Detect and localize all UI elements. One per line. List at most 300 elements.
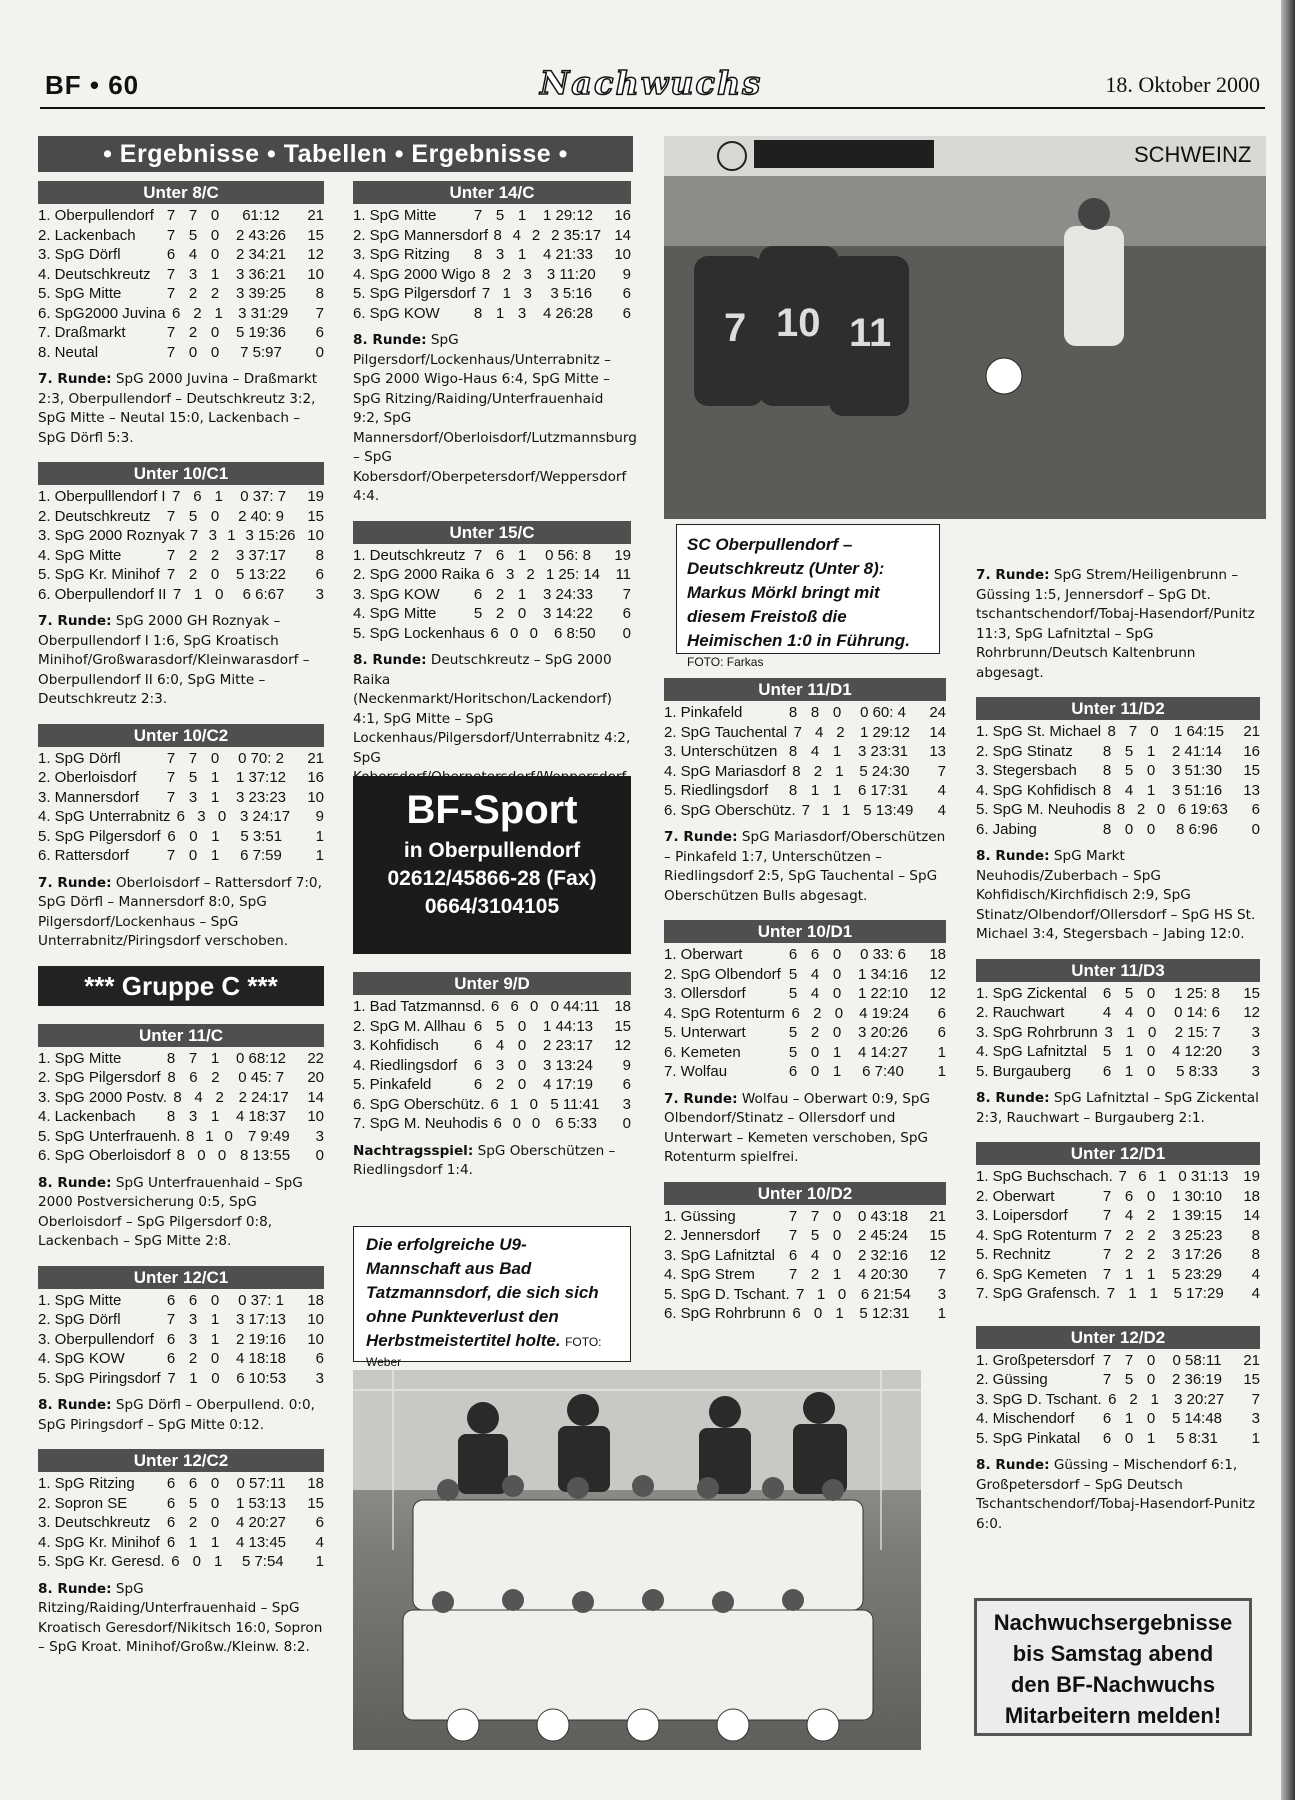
table-body xyxy=(38,485,324,604)
stat-cell: 0 xyxy=(512,1115,521,1132)
group-heading: *** Gruppe C *** xyxy=(38,966,324,1006)
column-3 xyxy=(664,678,946,1330)
stat-cell: 8 xyxy=(810,704,820,721)
stat-cell: 1 xyxy=(832,1063,842,1080)
table-row xyxy=(353,1075,631,1095)
stat-cell: 0 xyxy=(810,1043,820,1061)
submit-results-callout xyxy=(974,1598,1252,1736)
stat-cell: 18 xyxy=(307,1475,324,1492)
team-name: 4. SpG Strem xyxy=(664,1266,755,1283)
match-photo xyxy=(664,136,1266,519)
note-u12d2: 8. Runde: Güssing – Mischendorf 6:1, Großpetersdorf – SpG Deutsch Tschantschendorf/Tobaj-Hasendorf-Punitz 6:0. xyxy=(976,1457,1256,1532)
stat-cell: 1 xyxy=(1150,1390,1159,1408)
team-name: 2. Oberloisdorf xyxy=(38,769,137,786)
team-name: 2. Sopron SE xyxy=(38,1494,128,1512)
stat-cell: 1 xyxy=(502,285,511,302)
table-row xyxy=(353,1017,631,1037)
stat-cell: 1 34:16 xyxy=(857,965,909,983)
note-u11d3: 8. Runde: SpG Lafnitztal – SpG Zickental 2:3, Rauchwart – Burgauberg 2:1. xyxy=(976,1090,1259,1126)
stat-cell: 1 xyxy=(1146,781,1156,799)
stat-cell: 8 xyxy=(1102,781,1112,799)
stat-cell: 1 xyxy=(1124,1410,1134,1427)
table-row xyxy=(353,1036,631,1056)
stat-cell: 3 xyxy=(517,304,527,322)
stat-cell: 2 xyxy=(188,566,198,583)
team-name: 4. SpG Rotenturm xyxy=(976,1226,1097,1244)
stat-cell: 0 xyxy=(211,1369,220,1387)
table-row xyxy=(976,1284,1260,1304)
stat-cell: 1 29:12 xyxy=(859,723,911,741)
stat-cell: 5 xyxy=(188,226,198,244)
stat-cell: 7 xyxy=(172,488,181,505)
stat-cell: 1 22:10 xyxy=(857,985,909,1002)
table-row xyxy=(976,1042,1260,1062)
stat-cell: 0 xyxy=(189,827,198,845)
stat-cell: 7 xyxy=(166,788,176,806)
stat-cell: 5 xyxy=(188,507,198,525)
stat-cell: 3 24:33 xyxy=(542,585,594,603)
stat-cell: 8 6:96 xyxy=(1176,820,1218,838)
table-row xyxy=(664,1043,946,1063)
stat-cell: 1 xyxy=(835,762,844,780)
stat-cell: 1 37:12 xyxy=(235,769,287,786)
stat-cell: 0 xyxy=(1150,723,1159,740)
table-u11d2 xyxy=(976,697,1260,839)
team-name: 4. SpG 2000 Wigo xyxy=(353,265,476,283)
table-u15c xyxy=(353,521,631,644)
stat-cell: 6 xyxy=(473,585,483,603)
stat-cell: 3 xyxy=(315,1127,324,1145)
stat-cell: 7 xyxy=(1102,1371,1112,1388)
stat-cell: 0 xyxy=(217,1147,227,1164)
stat-cell: 21 xyxy=(1243,723,1261,740)
stat-cell: 19 xyxy=(1243,1168,1260,1185)
stat-cell: 6 xyxy=(788,1246,798,1264)
stat-cell: 8 xyxy=(788,704,798,721)
team-name: 3. Unterschützen xyxy=(664,743,778,760)
table-row xyxy=(664,1207,946,1227)
team-name: 2. SpG Stinatz xyxy=(976,742,1073,760)
stat-cell: 2 xyxy=(188,546,198,564)
team-name: 7. SpG M. Neuhodis xyxy=(353,1115,489,1132)
note-u12c1: 8. Runde: SpG Dörfl – Oberpullend. 0:0, SpG Piringsdorf – SpG Mitte 0:12. xyxy=(38,1397,315,1433)
stat-cell: 2 xyxy=(210,285,220,302)
team-name: 5. SpG Pilgersdorf xyxy=(353,285,476,302)
stat-cell: 6 xyxy=(788,1063,798,1080)
stat-cell: 2 36:19 xyxy=(1171,1371,1223,1388)
table-u10c2 xyxy=(38,724,324,866)
stat-cell: 12 xyxy=(929,985,946,1002)
table-row xyxy=(664,1285,946,1305)
team-name: 6. Kemeten xyxy=(664,1043,741,1061)
stat-cell: 0 xyxy=(1124,820,1134,838)
stat-cell: 0 14: 6 xyxy=(1174,1004,1220,1021)
stat-cell: 2 43:26 xyxy=(235,226,287,244)
stat-cell: 0 xyxy=(215,585,224,603)
team-name: 1. SpG Mitte xyxy=(353,207,437,224)
team-name: 6. Oberpullendorf II xyxy=(38,585,167,603)
stat-cell: 6 xyxy=(315,566,324,583)
team-name: 1. Oberpullendorf xyxy=(38,207,154,224)
team-name: 7. Wolfau xyxy=(664,1063,728,1080)
stat-cell: 1 xyxy=(210,1108,220,1125)
stat-cell: 4 xyxy=(937,801,946,819)
team-name: 7. SpG Grafensch. xyxy=(976,1285,1101,1302)
stat-cell: 1 xyxy=(1126,1023,1135,1041)
table-row xyxy=(976,1245,1260,1265)
stat-cell: 16 xyxy=(307,769,324,786)
table-row xyxy=(976,781,1260,801)
stat-cell: 6 xyxy=(315,1514,324,1531)
stat-cell: 15 xyxy=(614,1017,631,1035)
stat-cell: 7 xyxy=(788,1227,798,1244)
stat-cell: 3 24:17 xyxy=(240,808,291,825)
stat-cell: 7 xyxy=(166,566,176,583)
stat-cell: 15 xyxy=(929,1227,946,1244)
table-u14c xyxy=(353,181,631,323)
team-name: 2. SpG M. Allhau xyxy=(353,1017,466,1035)
team-name: 1. Oberwart xyxy=(664,946,743,963)
table-row xyxy=(38,1552,324,1572)
table-row xyxy=(353,604,631,624)
stat-cell: 7 xyxy=(1124,1351,1134,1369)
stat-cell: 7 xyxy=(937,1266,946,1283)
stat-cell: 1 xyxy=(210,1049,220,1067)
ad-fax: 02612/45866-28 (Fax) xyxy=(387,867,597,890)
stat-cell: 3 xyxy=(188,1330,198,1348)
table-row xyxy=(38,1068,324,1088)
stat-cell: 7 xyxy=(801,801,810,819)
stat-cell: 2 45:24 xyxy=(857,1227,909,1244)
stat-cell: 1 64:15 xyxy=(1173,723,1224,740)
stat-cell: 4 19:24 xyxy=(859,1004,910,1022)
stat-cell: 8 xyxy=(1102,820,1112,838)
stat-cell: 7 xyxy=(1102,1265,1112,1283)
stat-cell: 14 xyxy=(614,226,631,244)
stat-cell: 1 xyxy=(937,1305,947,1322)
stat-cell: 6 17:31 xyxy=(857,782,909,799)
team-name: 3. Loipersdorf xyxy=(976,1207,1068,1224)
team-name: 5. SpG Kr. Minihof xyxy=(38,566,160,583)
table-row xyxy=(353,565,631,585)
stat-cell: 2 xyxy=(813,762,823,780)
table-row xyxy=(38,1533,324,1553)
table-u8c xyxy=(38,181,324,362)
stat-cell: 6 xyxy=(166,1494,176,1512)
stat-cell: 3 31:29 xyxy=(238,304,289,322)
stat-cell: 6 xyxy=(788,946,798,963)
stat-cell: 1 xyxy=(810,782,820,799)
stat-cell: 2 24:17 xyxy=(238,1088,289,1106)
table-u11d3 xyxy=(976,959,1260,1082)
team-name: 4. SpG Kohfidisch xyxy=(976,781,1097,799)
stat-cell: 1 30:10 xyxy=(1171,1187,1223,1205)
stat-cell: 7 5:97 xyxy=(240,343,282,361)
stat-cell: 16 xyxy=(1243,742,1260,760)
stat-cell: 10 xyxy=(307,1311,324,1328)
table-row xyxy=(976,1226,1260,1246)
sign-text: SCHWEINZ xyxy=(1134,142,1252,167)
header-rule xyxy=(40,107,1265,109)
table-title: Unter 11/D3 xyxy=(976,959,1260,982)
stat-cell: 3 xyxy=(1251,1410,1260,1427)
table-title: Unter 11/C xyxy=(38,1024,324,1047)
stat-cell: 1 xyxy=(1251,1429,1260,1447)
team-name: 1. Oberpulllendorf I xyxy=(38,488,166,505)
stat-cell: 6 xyxy=(176,808,186,825)
stat-cell: 5 xyxy=(1124,762,1134,779)
stat-cell: 6 10:53 xyxy=(236,1369,287,1387)
table-row xyxy=(664,801,946,821)
stat-cell: 1 xyxy=(1149,1285,1158,1302)
stat-cell: 6 xyxy=(493,1115,502,1132)
stat-cell: 18 xyxy=(307,1291,324,1309)
stat-cell: 1 xyxy=(517,246,527,263)
table-row xyxy=(38,487,324,507)
note-u10c1: 7. Runde: SpG 2000 GH Roznyak – Oberpullendorf I 1:6, SpG Kroatisch Minihof/Großwarasdorf/Kleinwarasdorf – Oberpullendorf II 6:0, SpG Mitte – Deutschkreutz 2:3. xyxy=(38,613,310,707)
table-row xyxy=(353,304,631,324)
stat-cell: 0 xyxy=(832,1246,842,1264)
table-u12d2 xyxy=(976,1326,1260,1449)
stat-cell: 0 xyxy=(1146,984,1156,1002)
stat-cell: 0 70: 2 xyxy=(238,749,284,767)
stat-cell: 1 xyxy=(214,304,223,322)
stat-cell: 4 xyxy=(1124,1207,1134,1224)
stat-cell: 6 xyxy=(166,1533,176,1551)
stat-cell: 1 xyxy=(210,847,220,864)
stat-cell: 3 xyxy=(208,527,217,544)
table-title: Unter 10/C2 xyxy=(38,724,324,747)
table-row xyxy=(976,1062,1260,1082)
team-name: 4. SpG Kr. Minihof xyxy=(38,1533,160,1551)
stat-cell: 18 xyxy=(929,946,946,963)
stat-cell: 7 xyxy=(166,769,176,786)
stat-cell: 1 xyxy=(937,1043,946,1061)
stat-cell: 8 xyxy=(788,743,798,760)
team-name: 1. SpG Zickental xyxy=(976,984,1087,1002)
stat-cell: 0 xyxy=(529,1095,538,1113)
stat-cell: 7 xyxy=(937,762,946,780)
stat-cell: 2 35:17 xyxy=(551,226,602,244)
results-banner: • Ergebnisse • Tabellen • Ergebnisse • xyxy=(38,136,633,172)
team-name: 2. Oberwart xyxy=(976,1187,1055,1205)
table-row xyxy=(664,1265,946,1285)
table-row xyxy=(664,742,946,762)
stat-cell: 2 xyxy=(531,226,541,244)
stat-cell: 0 xyxy=(210,1350,220,1367)
stat-cell: 0 xyxy=(1146,1410,1156,1427)
table-row xyxy=(38,846,324,866)
stat-cell: 1 xyxy=(189,1369,198,1387)
stat-cell: 1 44:13 xyxy=(542,1017,594,1035)
stat-cell: 0 56: 8 xyxy=(545,546,591,564)
stat-cell: 2 xyxy=(188,1514,198,1531)
stat-cell: 0 xyxy=(210,566,220,583)
stat-cell: 0 xyxy=(622,1115,631,1132)
stat-cell: 3 xyxy=(315,1369,324,1387)
table-title: Unter 9/D xyxy=(353,972,631,995)
stat-cell: 6 xyxy=(1124,1187,1134,1205)
stat-cell: 0 xyxy=(832,946,842,963)
table-row xyxy=(664,703,946,723)
team-name: 4. SpG Rotenturm xyxy=(664,1004,785,1022)
stat-cell: 1 xyxy=(835,1305,844,1322)
stat-cell: 10 xyxy=(307,1330,324,1348)
table-title: Unter 11/D1 xyxy=(664,678,946,701)
stat-cell: 7 xyxy=(1102,1207,1112,1224)
stat-cell: 3 xyxy=(1251,1043,1260,1060)
stat-cell: 2 xyxy=(188,1350,198,1367)
stat-cell: 8 xyxy=(315,285,324,302)
table-row xyxy=(976,722,1260,742)
stat-cell: 1 xyxy=(517,546,527,564)
stat-cell: 5 xyxy=(788,1043,798,1061)
table-body xyxy=(976,720,1260,839)
ad-title: BF-Sport xyxy=(406,788,578,832)
stat-cell: 2 xyxy=(1136,801,1146,818)
table-u12d1 xyxy=(976,1142,1260,1304)
team-name: 5. SpG Lockenhaus xyxy=(353,624,485,642)
table-title: Unter 10/D2 xyxy=(664,1182,946,1205)
stat-cell: 3 xyxy=(1251,1062,1260,1080)
stat-cell: 5 11:41 xyxy=(550,1095,600,1113)
table-row xyxy=(38,749,324,769)
stat-cell: 7 xyxy=(166,285,176,302)
stat-cell: 1 xyxy=(1124,1043,1134,1060)
column-2-lower xyxy=(353,972,631,1195)
stat-cell: 3 51:16 xyxy=(1171,781,1223,799)
stat-cell: 3 20:26 xyxy=(857,1024,909,1041)
table-body xyxy=(38,1472,324,1572)
stat-cell: 0 xyxy=(224,1127,233,1145)
table-row xyxy=(38,507,324,527)
stat-cell: 0 68:12 xyxy=(235,1049,287,1067)
stat-cell: 2 xyxy=(836,723,845,741)
stat-cell: 3 xyxy=(188,1108,198,1125)
stat-cell: 0 43:18 xyxy=(857,1207,909,1225)
stat-cell: 6 6:67 xyxy=(242,585,285,603)
table-row xyxy=(38,585,324,605)
stat-cell: 5 xyxy=(495,1017,505,1035)
team-name: 4. SpG Mitte xyxy=(353,605,437,622)
stat-cell: 4 18:18 xyxy=(235,1350,287,1367)
stat-cell: 7 xyxy=(166,324,176,341)
stat-cell: 3 23:23 xyxy=(235,788,287,806)
stat-cell: 7 xyxy=(473,207,483,224)
stat-cell: 0 xyxy=(210,226,220,244)
team-name: 5. Pinkafeld xyxy=(353,1076,432,1093)
stat-cell: 7 xyxy=(1118,1168,1127,1185)
stat-cell: 4 xyxy=(810,985,820,1002)
stat-cell: 9 xyxy=(622,265,631,283)
table-row xyxy=(38,1369,324,1389)
table-row xyxy=(353,585,631,605)
stat-cell: 0 xyxy=(1146,1371,1156,1388)
stat-cell: 0 xyxy=(315,343,324,361)
table-row xyxy=(976,761,1260,781)
stat-cell: 3 13:24 xyxy=(542,1056,594,1074)
stat-cell: 4 xyxy=(937,782,946,799)
table-body xyxy=(38,1047,324,1166)
stat-cell: 7 xyxy=(1103,1226,1112,1244)
table-body xyxy=(976,982,1260,1082)
stat-cell: 1 xyxy=(1146,1429,1156,1447)
stat-cell: 6 xyxy=(490,1095,499,1113)
stat-cell: 7 xyxy=(622,585,631,603)
table-row xyxy=(38,768,324,788)
stat-cell: 10 xyxy=(307,788,324,806)
team-name: 4. Mischendorf xyxy=(976,1410,1075,1427)
table-u9d xyxy=(353,972,631,1134)
team-name: 7. Draßmarkt xyxy=(38,324,126,341)
stat-cell: 3 xyxy=(495,1056,505,1074)
table-row xyxy=(38,788,324,808)
stat-cell: 2 19:16 xyxy=(235,1330,287,1348)
stat-cell: 8 xyxy=(1251,1246,1260,1263)
team-name: 5. Rechnitz xyxy=(976,1246,1052,1263)
stat-cell: 2 23:17 xyxy=(542,1037,594,1054)
stat-cell: 0 xyxy=(832,1207,842,1225)
team-name: 5. SpG D. Tschant. xyxy=(664,1285,790,1303)
team-name: 5. SpG Pinkatal xyxy=(976,1429,1081,1447)
stat-cell: 0 xyxy=(1146,1004,1156,1021)
stat-cell: 3 36:21 xyxy=(235,265,287,283)
table-row xyxy=(976,820,1260,840)
team-name: 1. SpG Mitte xyxy=(38,1291,122,1309)
stat-cell: 19 xyxy=(307,488,324,505)
table-body xyxy=(976,1349,1260,1449)
stat-cell: 12 xyxy=(929,965,946,983)
stat-cell: 7 xyxy=(1102,1351,1112,1369)
team-name: 8. Neutal xyxy=(38,343,99,361)
stat-cell: 6 xyxy=(810,946,820,963)
stat-cell: 4 xyxy=(814,723,824,741)
team-name: 2. SpG Pilgersdorf xyxy=(38,1069,161,1086)
table-u10c1 xyxy=(38,462,324,604)
stat-cell: 0 xyxy=(210,507,220,525)
stat-cell: 6 xyxy=(1251,801,1261,818)
note-u10c2: 7. Runde: Oberloisdorf – Rattersdorf 7:0, SpG Dörfl – Mannersdorf 8:0, SpG Pilgersdorf/Lockenhaus – SpG Unterrabnitz/Piringsdorf verschoben. xyxy=(38,874,322,949)
table-row xyxy=(38,526,324,546)
stat-cell: 3 xyxy=(622,1095,632,1113)
team-name: 4. SpG Mitte xyxy=(38,546,122,564)
stat-cell: 6 xyxy=(166,1475,176,1492)
stat-cell: 1 39:15 xyxy=(1171,1207,1223,1224)
table-row xyxy=(38,1146,324,1166)
stat-cell: 3 39:25 xyxy=(235,285,287,302)
stat-cell: 2 15: 7 xyxy=(1174,1023,1221,1041)
stat-cell: 0 xyxy=(531,1115,541,1132)
stat-cell: 18 xyxy=(1243,1187,1260,1205)
table-row xyxy=(38,827,324,847)
stat-cell: 6 xyxy=(473,1056,483,1074)
stat-cell: 0 xyxy=(622,624,631,642)
jersey-7: 7 xyxy=(724,306,747,350)
team-name: 5. Unterwart xyxy=(664,1024,746,1041)
stat-cell: 8 13:55 xyxy=(240,1147,291,1164)
stat-cell: 1 xyxy=(315,847,324,864)
team-name: 3. SpG Lafnitztal xyxy=(664,1246,775,1264)
stat-cell: 8 xyxy=(1251,1226,1260,1244)
stat-cell: 9 xyxy=(622,1056,631,1074)
stat-cell: 7 xyxy=(166,1311,176,1328)
stat-cell: 6 5:33 xyxy=(555,1115,597,1132)
table-row xyxy=(38,265,324,285)
stat-cell: 15 xyxy=(1243,1371,1260,1388)
table-row xyxy=(38,1330,324,1350)
stat-cell: 3 xyxy=(197,808,206,825)
stat-cell: 0 xyxy=(832,965,842,983)
